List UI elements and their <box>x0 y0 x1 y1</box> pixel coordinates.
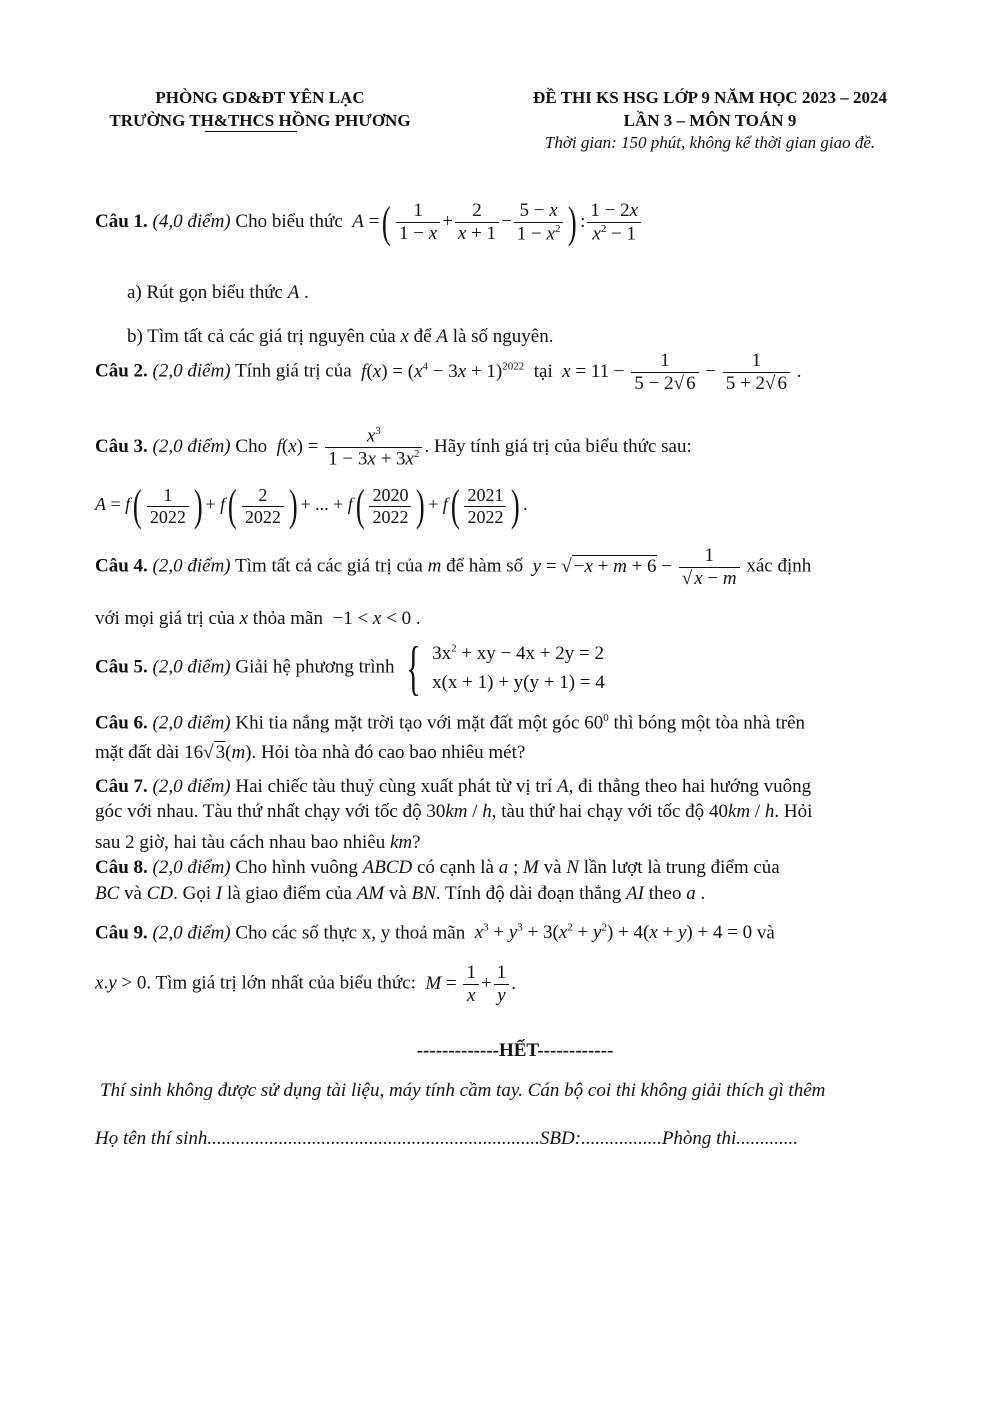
q7-line1: Hai chiếc tàu thuỷ cùng xuất phát từ vị trí <box>235 776 553 797</box>
q8-line2e: . Tính độ dài đoạn thẳng <box>435 883 622 904</box>
q6-points: (2,0 điểm) <box>152 712 231 734</box>
question-3 <box>95 425 692 470</box>
q9-and: và <box>756 922 775 944</box>
q9-points: (2,0 điểm) <box>152 922 231 944</box>
q3-points: (2,0 điểm) <box>152 436 231 458</box>
q4-points: (2,0 điểm) <box>152 555 231 577</box>
q3-text2: . Hãy tính giá trị của biểu thức sau: <box>424 436 692 458</box>
question-9 <box>95 922 775 944</box>
school-underline <box>205 131 297 132</box>
q4-formula: y = √ −x + m + 6 − $\frac{1}{√ x - m}$ <box>528 556 742 577</box>
q1-b-end: là số nguyên. <box>452 326 554 347</box>
q4-text2: để hàm số <box>446 555 524 577</box>
q9-line2-text: . Tìm giá trị lớn nhất của biểu thức: <box>146 972 416 994</box>
q9-label: Câu 9. <box>95 922 148 944</box>
q1-label: Câu 1. <box>95 210 148 232</box>
q8-label: Câu 8. <box>95 857 148 878</box>
q4-line2b: thỏa mãn <box>252 608 323 629</box>
q7-line2: góc với nhau. Tàu thứ nhất chạy với tốc độ 30km / h, tàu thứ hai chạy với tốc độ 40km / h. Hỏi <box>95 801 813 822</box>
q8-line1d: lần lượt là trung điểm của <box>583 857 780 878</box>
q9-text: Cho các số thực x, y thoả mãn <box>235 922 466 944</box>
q8-line1: Cho hình vuông <box>235 857 358 878</box>
q4-line2-text: với mọi giá trị của <box>95 608 235 629</box>
q3-sum-formula: A = f( $\frac{1}{2022}$ ) + f( $\frac{2}{2022}$ ) + ... + f( $\frac{2020}{2022}$ ) + f( $\frac{2021}{2022}$ ) . <box>95 481 528 530</box>
q8-line1b: có cạnh là <box>416 857 494 878</box>
q8-line2c: là giao điểm của <box>226 883 352 904</box>
q1-part-b: b) Tìm tất cả các giá trị nguyên của x để A là số nguyên. <box>127 326 554 347</box>
end-marker: -------------HẾT------------ <box>416 1040 614 1061</box>
q1-a-text: a) Rút gọn biểu thức <box>127 282 283 303</box>
q1-text: Cho biểu thức <box>235 210 343 232</box>
q8-line2: BC và CD. Gọi I là giao điểm của AM và BN. Tính độ dài đoạn thẳng AI theo a . <box>95 883 706 904</box>
question-8: Câu 8. (2,0 điểm) Cho hình vuông ABCD có cạnh là a ; M và N lần lượt là trung điểm của <box>95 857 780 878</box>
school-department: PHÒNG GD&ĐT YÊN LẠC <box>155 88 365 107</box>
q8-line1c: và <box>543 857 562 878</box>
exam-subtitle: LẦN 3 – MÔN TOÁN 9 <box>623 111 797 130</box>
q3-label: Câu 3. <box>95 436 148 458</box>
q2-label: Câu 2. <box>95 360 148 382</box>
exam-duration: Thời gian: 150 phút, không kể thời gian giao đề. <box>544 133 876 152</box>
q8-line2b: . Gọi <box>173 883 212 904</box>
q6-label: Câu 6. <box>95 712 148 734</box>
q1-formula: A =( $\frac{1}{1 - x}$ + $\frac{2}{x + 1}$ − $\frac{5 - x}{1 - x^2}$ ) : $\frac{1 - 2x}{x^2 - 1}$ <box>348 211 643 232</box>
q7-line3-text: sau 2 giờ, hai tàu cách nhau bao nhiêu <box>95 832 386 853</box>
q7-label: Câu 7. <box>95 776 148 797</box>
q6-line2: mặt đất dài 16√ 3(m). Hỏi tòa nhà đó cao bao nhiêu mét? <box>95 742 526 763</box>
q7-line2b: , tàu thứ hai chạy với tốc độ <box>491 801 705 822</box>
q6-text2: thì bóng một tòa nhà trên <box>613 712 806 734</box>
q1-part-a: a) Rút gọn biểu thức A . <box>127 282 309 303</box>
q7-line3: sau 2 giờ, hai tàu cách nhau bao nhiêu km? <box>95 832 421 853</box>
question-6: Câu 6. (2,0 điểm) Khi tia nắng mặt trời tạo với mặt đất một góc $60^0$ thì bóng một tòa nhà trên <box>95 712 806 734</box>
question-4: Câu 4. (2,0 điểm) Tìm tất cả các giá trị của m để hàm số y = √ −x + m + 6 − $\frac{1}{√ x - m}$ xác định <box>95 545 812 589</box>
question-1 <box>95 197 643 247</box>
q7-line2-text: góc với nhau. Tàu thứ nhất chạy với tốc độ <box>95 801 422 822</box>
question-5 <box>95 635 605 701</box>
q9-line2: x.y > 0. Tìm giá trị lớn nhất của biểu thức: M = $\frac{1}{x}$ + $\frac{1}{y}$ . <box>95 962 516 1006</box>
q2-formula: $f(x) = (x^4 - 3x + 1)^{2022}$ tại x = 11 − $\frac{1}{5 - 2√ 6}$ − $\frac{1}{5 + 2√ 6}$ . <box>361 350 802 394</box>
q8-line2a: và <box>124 883 142 904</box>
q4-text: Tìm tất cả các giá trị của <box>235 555 423 577</box>
q6-line2b: . Hỏi tòa nhà đó cao bao nhiêu mét? <box>251 742 526 763</box>
q8-line2f: theo <box>648 883 682 904</box>
q3-text: Cho <box>235 436 268 458</box>
question-2 <box>95 350 801 395</box>
q7-line3b: ? <box>412 832 421 853</box>
q2-text: Tính giá trị của <box>235 360 352 382</box>
q7-points: (2,0 điểm) <box>152 776 231 797</box>
q1-b-text: b) Tìm tất cả các giá trị nguyên của <box>127 326 396 347</box>
exam-title: ĐỀ THI KS HSG LỚP 9 NĂM HỌC 2023 – 2024 <box>533 88 887 107</box>
q4-line2: với mọi giá trị của x thỏa mãn −1 < x < 0 . <box>95 608 421 629</box>
q4-text3: xác định <box>746 555 812 577</box>
q2-points: (2,0 điểm) <box>152 360 231 382</box>
q7-line2c: . Hỏi <box>774 801 813 822</box>
school-name: TRƯỜNG TH&THCS HỒNG PHƯƠNG <box>109 111 411 130</box>
q5-label: Câu 5. <box>95 656 148 678</box>
q2-at: tại <box>533 360 553 382</box>
q7-line1b: , đi thẳng theo hai hướng vuông <box>568 776 812 797</box>
q4-label: Câu 4. <box>95 555 148 577</box>
q5-system: { $3x^2$ + xy − 4x + 2y = 2 x(x + 1) + y(y + 1) = 4 <box>406 635 605 701</box>
q9-formula: M = $\frac{1}{x}$ + $\frac{1}{y}$ . <box>425 962 516 1006</box>
q6-text: Khi tia nắng mặt trời tạo với mặt đất một góc <box>235 712 580 734</box>
q1-b-mid: để <box>413 326 432 347</box>
q5-text: Giải hệ phương trình <box>235 656 395 678</box>
question-7: Câu 7. (2,0 điểm) Hai chiếc tàu thuỷ cùng xuất phát từ vị trí A, đi thẳng theo hai hướng vuông <box>95 776 812 797</box>
q6-line2-text: mặt đất dài <box>95 742 180 763</box>
q8-line2d: và <box>388 883 407 904</box>
q8-points: (2,0 điểm) <box>152 857 231 878</box>
q3-formula: f(x) = $\frac{x^3}{1 - 3x + 3x^2}$ <box>272 436 425 457</box>
q5-points: (2,0 điểm) <box>152 656 231 678</box>
exam-note: Thí sinh không được sử dụng tài liệu, máy tính cầm tay. Cán bộ coi thi không giải thích gì thêm <box>100 1080 826 1101</box>
candidate-info: Họ tên thí sinh......................................................................SBD:.................Phòng thi............. <box>95 1128 798 1149</box>
q9-condition: $x^3 + y^3 + 3(x^2 + y^2) + 4(x + y) + 4 = 0$ <box>474 922 753 944</box>
q1-points: (4,0 điểm) <box>152 210 231 232</box>
